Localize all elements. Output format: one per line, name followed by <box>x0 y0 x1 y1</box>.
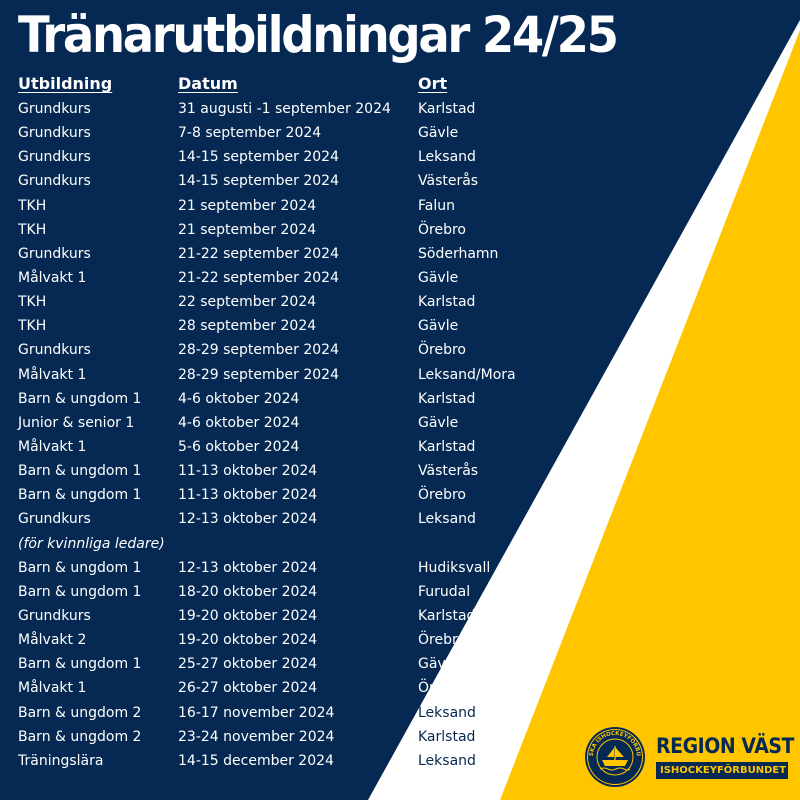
course-cell: Barn & ungdom 1 <box>18 487 142 504</box>
course-cell: TKH <box>18 221 47 238</box>
course-cell: Barn & ungdom 2 <box>18 728 142 745</box>
location-cell: Söderhamn <box>418 245 499 262</box>
course-cell: Grundkurs <box>18 101 91 117</box>
course-cell: Grundkurs <box>18 245 91 262</box>
date-cell: 5-6 oktober 2024 <box>178 438 300 455</box>
date-cell: 23-24 november 2024 <box>178 728 335 745</box>
course-cell: Målvakt 1 <box>18 680 87 697</box>
date-cell: 16-17 november 2024 <box>178 704 335 721</box>
date-cell: 11-13 oktober 2024 <box>178 463 318 480</box>
course-cell: Junior & senior 1 <box>18 414 135 431</box>
course-row <box>0 387 800 411</box>
course-row <box>0 701 800 725</box>
date-cell: 28-29 september 2024 <box>178 342 339 359</box>
location-cell: Gävle <box>418 269 459 286</box>
course-cell: Grundkurs <box>18 149 91 166</box>
location-cell: Karlstad <box>418 607 476 624</box>
location-cell: Leksand <box>418 149 476 166</box>
course-note: (för kvinnliga ledare) <box>18 535 165 552</box>
course-row <box>0 242 800 266</box>
course-row <box>0 338 800 362</box>
course-cell: Grundkurs <box>18 511 91 528</box>
date-cell: 4-6 oktober 2024 <box>178 390 300 407</box>
course-row <box>0 580 800 604</box>
course-cell: TKH <box>18 294 47 311</box>
course-row <box>0 363 800 387</box>
course-list <box>0 97 800 773</box>
location-cell: Örebro <box>418 342 466 359</box>
location-cell: Karlstad <box>418 294 476 311</box>
column-header-course: Utbildning <box>18 74 113 93</box>
location-cell: Karlstad <box>418 390 476 407</box>
course-cell: Barn & ungdom 1 <box>18 656 142 673</box>
date-cell: 7-8 september 2024 <box>178 125 322 142</box>
date-cell: 21-22 september 2024 <box>178 245 339 262</box>
date-cell: 25-27 oktober 2024 <box>178 656 318 673</box>
location-cell: Västerås <box>418 173 479 190</box>
location-cell: Gävle <box>418 125 459 142</box>
course-cell: Målvakt 1 <box>18 366 87 383</box>
location-cell: Gävle <box>418 656 459 673</box>
course-row <box>0 411 800 435</box>
date-cell: 11-13 oktober 2024 <box>178 487 318 504</box>
date-cell: 31 augusti -1 september 2024 <box>178 101 391 117</box>
column-header-location: Ort <box>418 74 448 93</box>
course-cell: Barn & ungdom 2 <box>18 704 142 721</box>
brand-subtitle: ISHOCKEYFÖRBUNDET <box>656 762 788 779</box>
course-cell: TKH <box>18 197 47 214</box>
column-header-date: Datum <box>178 74 238 93</box>
location-cell: Örebro <box>418 221 466 238</box>
course-row <box>0 97 800 121</box>
date-cell: 4-6 oktober 2024 <box>178 414 300 431</box>
location-cell: Örebro <box>418 680 466 697</box>
date-cell: 28-29 september 2024 <box>178 366 339 383</box>
date-cell: 21-22 september 2024 <box>178 269 339 286</box>
location-cell: Karlstad <box>418 101 476 117</box>
course-cell: Målvakt 1 <box>18 269 87 286</box>
location-cell: Örebro <box>418 632 466 649</box>
course-row <box>0 290 800 314</box>
date-cell: 28 september 2024 <box>178 318 317 335</box>
location-cell: Leksand/Mora <box>418 366 516 383</box>
date-cell: 26-27 oktober 2024 <box>178 680 318 697</box>
location-cell: Gävle <box>418 318 459 335</box>
course-row <box>0 556 800 580</box>
location-cell: Karlstad <box>418 728 476 745</box>
course-row <box>0 145 800 169</box>
course-row <box>0 194 800 218</box>
course-cell: Barn & ungdom 1 <box>18 559 142 576</box>
course-cell: Målvakt 1 <box>18 438 87 455</box>
date-cell: 12-13 oktober 2024 <box>178 559 318 576</box>
course-row <box>0 459 800 483</box>
date-cell: 14-15 september 2024 <box>178 173 339 190</box>
date-cell: 21 september 2024 <box>178 197 317 214</box>
location-cell: Gävle <box>418 414 459 431</box>
date-cell: 18-20 oktober 2024 <box>178 583 318 600</box>
svg-text:SVENSKA ISHOCKEYFÖRBUNDET: SKA ISHOCKEYFÖRBU <box>588 730 642 757</box>
federation-seal-logo <box>584 726 646 788</box>
page-title: Tränarutbildningar 24/25 <box>18 6 617 64</box>
date-cell: 14-15 december 2024 <box>178 752 334 769</box>
course-cell: Barn & ungdom 1 <box>18 390 142 407</box>
course-cell: Målvakt 2 <box>18 632 87 649</box>
course-row <box>0 507 800 531</box>
location-cell: Falun <box>418 197 455 214</box>
date-cell: 22 september 2024 <box>178 294 317 311</box>
course-row <box>0 628 800 652</box>
course-row <box>0 218 800 242</box>
course-row <box>0 483 800 507</box>
location-cell: Leksand <box>418 752 476 769</box>
course-cell: Barn & ungdom 1 <box>18 463 142 480</box>
course-row <box>0 121 800 145</box>
course-row <box>0 169 800 193</box>
course-cell: Grundkurs <box>18 173 91 190</box>
location-cell: Hudiksvall <box>418 559 491 576</box>
location-cell: Örebro <box>418 487 466 504</box>
date-cell: 19-20 oktober 2024 <box>178 632 318 649</box>
date-cell: 19-20 oktober 2024 <box>178 607 318 624</box>
course-row <box>0 314 800 338</box>
location-cell: Karlstad <box>418 438 476 455</box>
date-cell: 21 september 2024 <box>178 221 317 238</box>
course-cell: Grundkurs <box>18 607 91 624</box>
course-cell: Grundkurs <box>18 342 91 359</box>
date-cell: 14-15 september 2024 <box>178 149 339 166</box>
course-row <box>0 266 800 290</box>
course-row <box>0 652 800 676</box>
course-cell: Träningslära <box>18 752 104 769</box>
brand-name: REGION VÄST <box>656 734 795 758</box>
course-cell: Grundkurs <box>18 125 91 142</box>
location-cell: Furudal <box>418 583 471 600</box>
location-cell: Västerås <box>418 463 479 480</box>
course-note-row <box>0 532 800 556</box>
date-cell: 12-13 oktober 2024 <box>178 511 318 528</box>
location-cell: Leksand <box>418 511 476 528</box>
course-cell: Barn & ungdom 1 <box>18 583 142 600</box>
course-row <box>0 435 800 459</box>
location-cell: Leksand <box>418 704 476 721</box>
course-row <box>0 676 800 700</box>
course-row <box>0 604 800 628</box>
course-cell: TKH <box>18 318 47 335</box>
